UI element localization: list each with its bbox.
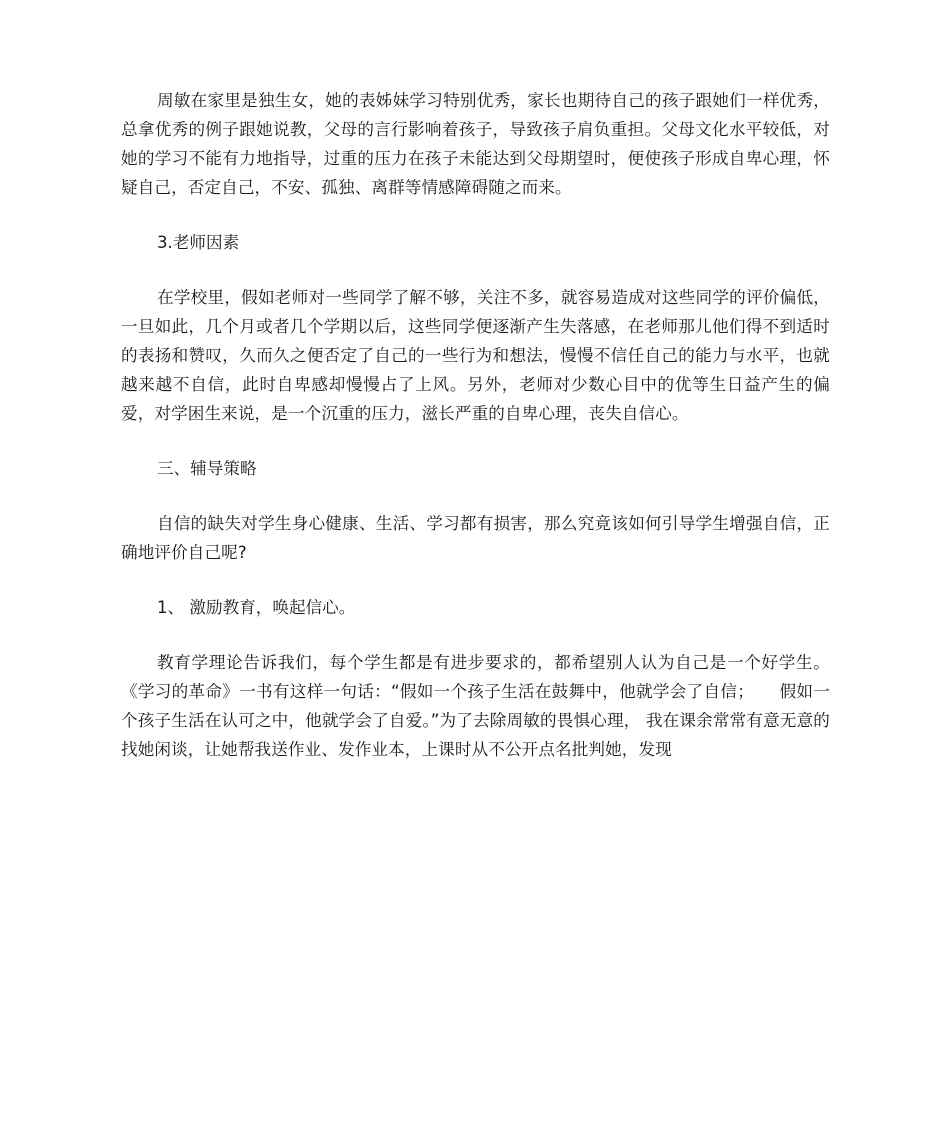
paragraph-strategy-intro: 自信的缺失对学生身心健康、生活、学习都有损害，那么究竟该如何引导学生增强自信，正确地评价自己呢? [121,514,830,562]
heading-teacher-factor: 3.老师因素 [157,233,240,252]
heading-counseling-strategy: 三、辅导策略 [157,459,257,478]
paragraph-family-factor: 周敏在家里是独生女，她的表姊妹学习特别优秀，家长也期待自己的孩子跟她们一样优秀，总拿优秀的例子跟她说教，父母的言行影响着孩子，导致孩子肩负重担。父母文化水平较低，对她的学习不能有力地指导，过重的压力在孩子未能达到父母期望时，便使孩子形成自卑心理，怀疑自己，否定自己，不安、孤独、离群等情感障碍随之而来。 [121,91,830,197]
heading-encouragement: 1、 激励教育，唤起信心。 [157,598,356,617]
paragraph-encouragement: 教育学理论告诉我们，每个学生都是有进步要求的，都希望别人认为自己是一个好学生。《学习的革命》一书有这样一句话：“假如一个孩子生活在鼓舞中，他就学会了自信； 假如一个孩子生活在认可之中，他就学会了自爱。”为了去除周敏的畏惧心理， 我在课余常常有意无意的找她闲谈，让她帮我送作业、发作业本，上课时从不公开点名批判她，发现 [121,653,830,759]
document-body [121,86,830,790]
paragraph-teacher-factor: 在学校里，假如老师对一些同学了解不够，关注不多，就容易造成对这些同学的评价偏低，一旦如此，几个月或者几个学期以后，这些同学便逐渐产生失落感，在老师那儿他们得不到适时的表扬和赞叹，久而久之便否定了自己的一些行为和想法，慢慢不信任自己的能力与水平，也就越来越不自信，此时自卑感却慢慢占了上风。另外，老师对少数心目中的优等生日益产生的偏爱，对学困生来说，是一个沉重的压力，滋长严重的自卑心理，丧失自信心。 [121,288,830,423]
